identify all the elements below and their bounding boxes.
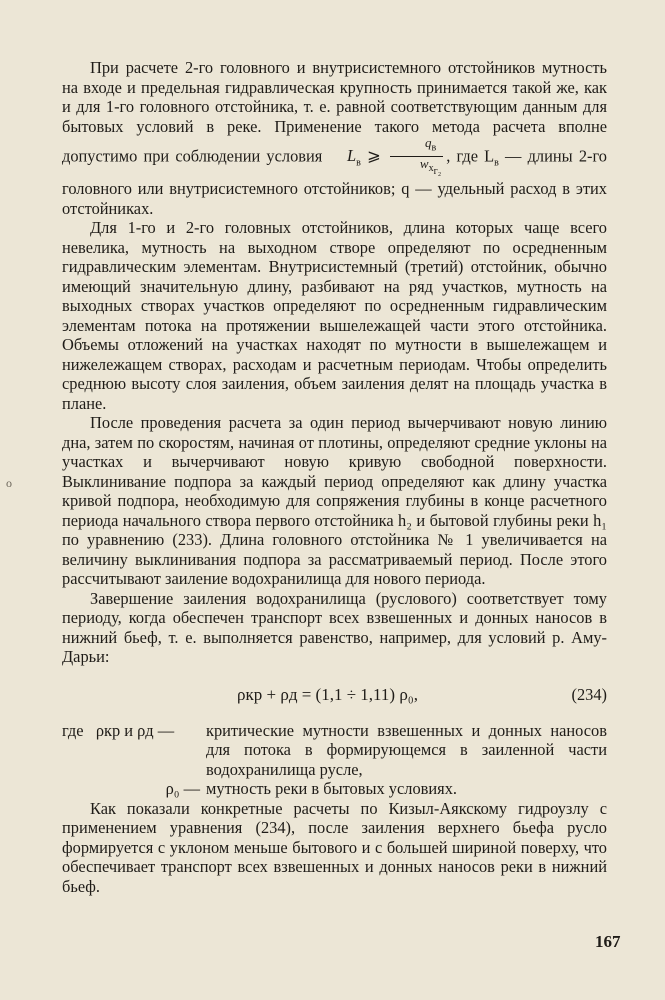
condition-tail-rest: — длины 2-го головного или внутрисистемного отстойников; q — удельный расход в этих отстойниках.: [62, 146, 607, 218]
condition-fraction: [390, 136, 443, 179]
condition-lhs: L: [346, 146, 357, 166]
where-symbols-1: где ρкр и ρд —: [62, 720, 175, 740]
where-definition-2: мутность реки в бытовых условиях.: [206, 779, 457, 799]
paragraph-5: Как показали конкретные расчеты по Кизыл-Аякскому гидроузлу с применением уравнения (234), после заиления верхнего бьефа русло формируется с уклоном меньше бытового и с большей шириной поверху, что обеспечивает транспорт всех взвешенных и донных наносов реки в нижний бьеф.: [62, 798, 607, 896]
equation-234: [62, 675, 607, 715]
condition-tail-sub: в: [494, 157, 499, 169]
body-text: [62, 58, 607, 896]
paragraph-4: Завершение заиления водохранилища (руслового) соответствует тому периоду, когда обеспечен транспорт всех взвешенных и донных наносов в нижний бьеф, т. е. выполняется равенство, например, для условий р. Аму-Дарьи:: [62, 588, 607, 667]
fraction-numerator: $q_в$: [390, 136, 443, 157]
equation-number: (234): [571, 684, 607, 704]
condition-tail: , где L: [446, 146, 495, 166]
paragraph-1-text: При расчете 2-го головного и внутрисистемного отстойников мутность на входе и предельная гидравлическая крупность принимается такой же, как и для 1-го головного отстойника, т. е. равной соответствующим данным для бытовых условий в реке. Применение такого метода расчета вполне допустимо при соблюдении условия: [62, 58, 607, 166]
paragraph-3: После проведения расчета за один период вычерчивают новую линию дна, затем по скоростям, начиная от плотины, определяют средние уклоны на участках и вычерчивают новую кривую свободной поверхности. Выклинивание подпора за каждый период определяют как длину участка кривой подпора, необходимую для сопряжения глубины в конце расчетного периода начального створа первого отстойника h₂ и бытовой глубины реки h₁ по уравнению (233). Длина головного отстойника № 1 увеличивается на величину выклинивания подпора за рассматриваемый период. После этого рассчитывают заиление водохранилища для нового периода.: [62, 413, 607, 589]
page-number: 167: [595, 932, 621, 951]
paragraph-1: [62, 58, 607, 218]
equation-text: ρкр + ρд = (1,1 ÷ 1,11) ρ₀,: [237, 684, 418, 704]
paragraph-2: Для 1-го и 2-го головных отстойников, длина которых чаще всего невелика, мутность на выходном створе определяют по осредненным гидравлическим элементам. Внутрисистемный (третий) отстойник, обычно имеющий значительную длину, разбивают на ряд участков, мутность на выходных створах участков определяют по осредненным гидравлическим элементам потока на протяжении вышележащей части этого отстойника. Объемы отложений на участках находят по мутности в вышележащем и нижележащем створах, расходам и расчетным периодам. Чтобы определить среднюю высоту слоя заиления, объем заиления делят на площадь участка в плане.: [62, 218, 607, 413]
inline-condition-formula: [329, 135, 447, 178]
where-definition-1: критические мутности взвешенных и донных наносов для потока в формирующемся в заиленной части водохранилища русле,: [206, 720, 607, 779]
where-clause: [62, 721, 607, 799]
margin-mark: о: [6, 476, 12, 490]
where-symbols-2: ρ₀ —: [165, 779, 200, 799]
fraction-denominator: $w_{x_{г_2}}$: [419, 155, 442, 178]
condition-relation: ⩾: [367, 146, 381, 166]
condition-lhs-sub: в: [356, 157, 361, 169]
